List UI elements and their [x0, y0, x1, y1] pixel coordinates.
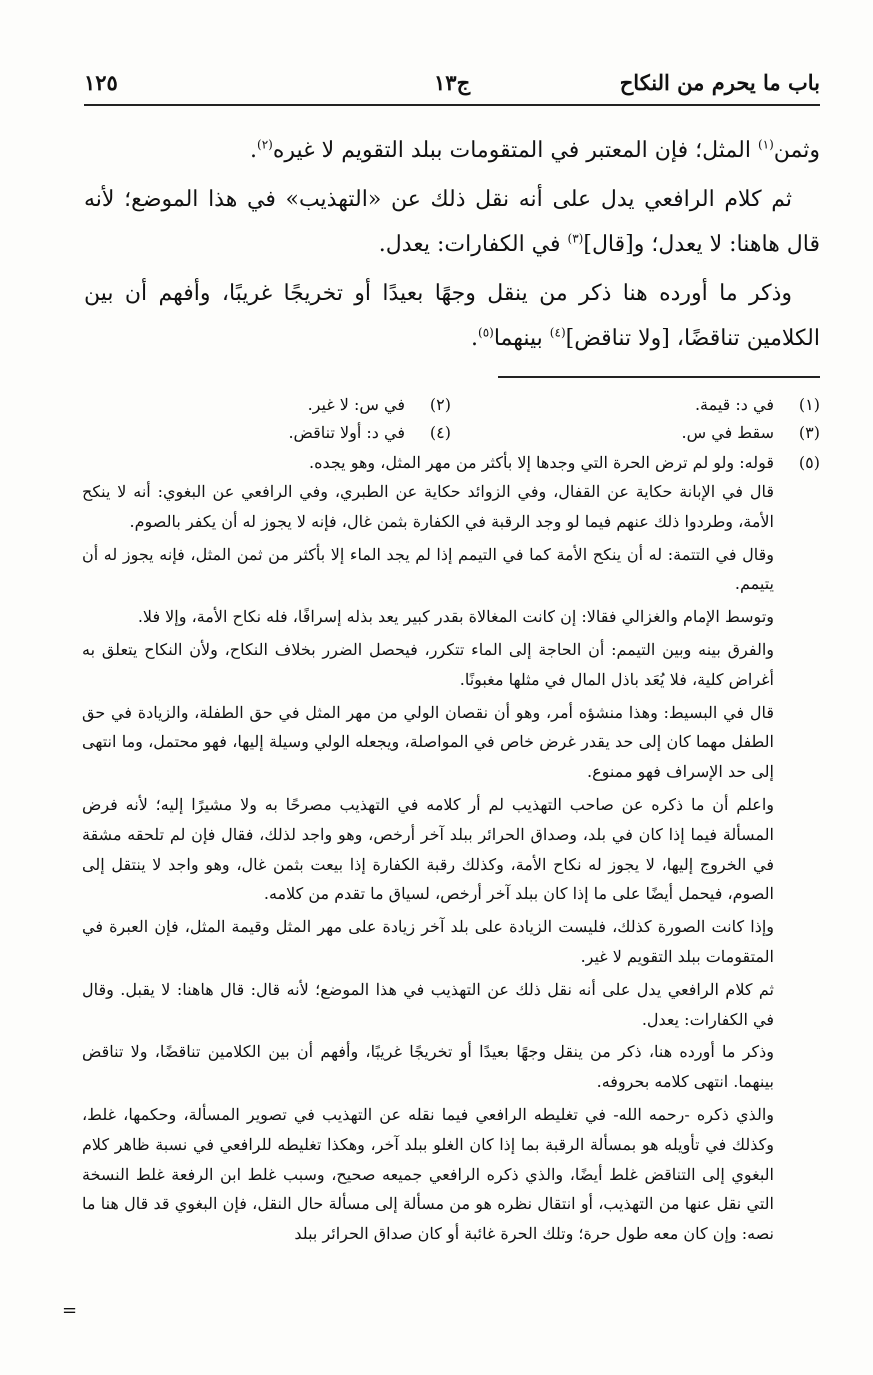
footnote-1: (١)في د: قيمة. — [694, 395, 820, 414]
continuation-mark: = — [62, 1300, 78, 1321]
footnote-paragraph: والفرق بينه وبين التيمم: أن الحاجة إلى الماء تتكرر، فيحصل الضرر بخلاف النكاح، ولأن النكاح يتعلق به أغراض كلية، فلا يُعَد باذل المال في مثلها مغبونًا. — [82, 639, 774, 689]
main-paragraph-1: وثمن$^{(١)}$ المثل؛ فإن المعتبر في المتقومات ببلد التقويم لا غيره$^{(٢)}$. — [250, 137, 820, 163]
footnote-5-body — [82, 477, 820, 1249]
footnote-2: (٢)في س: لا غير. — [307, 395, 451, 414]
footnote-paragraph: وذكر ما أورده هنا، ذكر من ينقل وجهًا بعيدًا أو تخريجًا غريبًا، وأفهم أن بين الكلامين تناقضًا، ولا تناقض بينهما. انتهى كلامه بحروفه. — [82, 1042, 774, 1092]
footnote-ref-1: (١) — [757, 137, 774, 152]
main-text — [84, 128, 820, 365]
chapter-title: باب ما يحرم من النكاح — [619, 70, 820, 95]
footnote-paragraph: قال في البسيط: وهذا منشؤه أمر، وهو أن نقصان الولي من مهر المثل في حق الطفلة، والزيادة في حق الطفل مهما كان إلى حد يقدر غرض خاص في المواصلة، ويجعله الولي وسيلة إليها، فهو محتمل، وما انتهى إلى حد الإسراف فهو ممنوع. — [82, 702, 774, 782]
footnote-4: (٤)في د: أولا تناقض. — [288, 423, 451, 442]
header-rule — [84, 104, 820, 106]
main-paragraph-2: ثم كلام الرافعي يدل على أنه نقل ذلك عن «التهذيب» في هذا الموضع؛ لأنه قال هاهنا: لا يعدل؛ و[قال]$^{(٣)}$ في الكفارات: يعدل. — [84, 187, 820, 257]
footnote-ref-5: (٥) — [478, 325, 494, 340]
footnotes — [82, 392, 820, 1252]
footnote-3: (٣)سقط في س. — [681, 423, 820, 442]
volume-label: ج١٣ — [434, 70, 471, 95]
footnote-ref-4: (٤) — [549, 325, 566, 340]
footnote-ref-2: (٢) — [257, 137, 273, 152]
footnote-ref-3: (٣) — [567, 231, 584, 246]
footnote-paragraph: ثم كلام الرافعي يدل على أنه نقل ذلك عن التهذيب في هذا الموضع؛ لأنه قال: قال هاهنا: لا يقبل. وقال في الكفارات: يعدل. — [82, 979, 774, 1029]
footnote-paragraph: وقال في التتمة: له أن ينكح الأمة كما في التيمم إذا لم يجد الماء إلا بأكثر من ثمن المثل، فإنه يجوز له أن يتيمم. — [82, 544, 774, 594]
page-number: ١٢٥ — [84, 70, 118, 95]
footnote-paragraph: والذي ذكره -رحمه الله- في تغليطه الرافعي فيما نقله عن التهذيب في تصوير المسألة، وحكمها، غلط، وكذلك في تأويله هو بمسألة الرقبة بما إذا كان الغلو ببلد آخر، وهكذا تغليطه للرافعي في نسبة ظاهر كلام البغوي إلى التناقض غلط أيضًا، والذي ذكره الرافعي جميعه صحيح، وسبب غلط ابن الرفعة غلط النسخة التي نقل عنها من التهذيب، أو انتقال نظره هو من مسألة إلى مسألة حال النقل، فإن البغوي قد قال هنا ما نصه: وإن كان معه طول حرة؛ وتلك الحرة غائبة أو كان صداق الحرائر ببلد — [82, 1104, 775, 1244]
running-header — [84, 62, 820, 102]
footnote-paragraph: وإذا كانت الصورة كذلك، فليست الزيادة على بلد آخر زيادة على مهر المثل وقيمة المثل، فإن العبرة في المتقومات ببلد التقويم لا غير. — [82, 917, 774, 966]
main-paragraph-3: وذكر ما أورده هنا ذكر من ينقل وجهًا بعيدًا أو تخريجًا غريبًا، وأفهم أن بين الكلامين تناقضًا، [ولا تناقض]$^{(٤)}$ بينهما$^{(٥)}$. — [84, 281, 820, 351]
footnote-paragraph: وتوسط الإمام والغزالي فقالا: إن كانت المغالاة بقدر كبير يعد بذله إسرافًا، فله نكاح الأمة، وإلا فلا. — [137, 607, 774, 627]
footnote-paragraph: قال في الإبانة حكاية عن القفال، وفي الزوائد حكاية عن الطبري، وفي الرافعي عن البغوي: أنه لا ينكح الأمة، وطردوا ذلك عنهم فيما لو وجد الرقبة في الكفارة بثمن غال، فإنه لا يجوز له أن يكفر بالصوم. — [82, 482, 774, 531]
footnote-separator — [498, 376, 820, 378]
footnote-paragraph: واعلم أن ما ذكره عن صاحب التهذيب لم أر كلامه في التهذيب مصرحًا به ولا مشيرًا إليه؛ لأنه فرض المسألة فيما إذا كان في بلد، وصداق الحرائر ببلد آخر أرخص، وهو واجد لذلك، فقال فإن لم تلحقه مشقة في الخروج إليها، لا يجوز له نكاح الأمة، وكذلك رقبة الكفارة إذا بيعت بثمن غال، وهو واجد لا ينتقل إلى الصوم، فيحمل أيضًا على ما إذا كان ببلد آخر أرخص، لسياق ما تقدم من كلامه. — [82, 794, 774, 904]
footnote-5: (٥)قوله: ولو لم ترض الحرة التي وجدها إلا بأكثر من مهر المثل، وهو يجده. — [308, 453, 820, 472]
